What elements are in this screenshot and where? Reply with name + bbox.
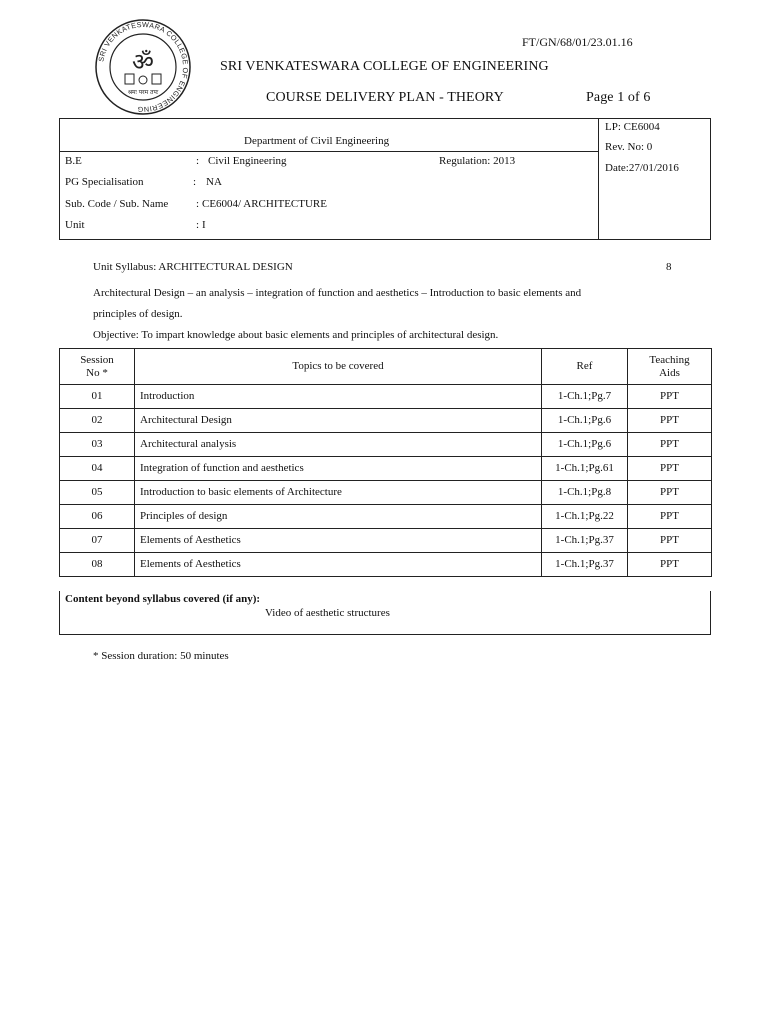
teaching-aid: PPT: [628, 457, 712, 481]
info-box-divider: [598, 118, 599, 240]
teaching-aid: PPT: [628, 529, 712, 553]
teaching-aid: PPT: [628, 433, 712, 457]
regulation: Regulation: 2013: [439, 155, 516, 167]
teaching-aid: PPT: [628, 481, 712, 505]
unit-label: Unit: [65, 219, 85, 231]
info-box-row-divider: [59, 151, 599, 152]
syllabus-objective: Objective: To impart knowledge about basic elements and principles of architectural design.: [93, 329, 499, 341]
session-no: 07: [60, 529, 135, 553]
unit-syllabus-title: Unit Syllabus: ARCHITECTURAL DESIGN: [93, 261, 293, 273]
pg-label: PG Specialisation: [65, 176, 144, 188]
teaching-aid: PPT: [628, 505, 712, 529]
be-value: Civil Engineering: [208, 155, 287, 167]
syllabus-description-line1: Architectural Design – an analysis – integration of function and aesthetics – Introduction to basic elements and: [93, 287, 582, 299]
content-beyond-label: Content beyond syllabus covered (if any):: [65, 593, 261, 605]
topic: Architectural Design: [135, 409, 542, 433]
subject-sep: :: [196, 198, 200, 210]
revision-number: Rev. No: 0: [605, 141, 653, 153]
header-topics: Topics to be covered: [135, 349, 542, 385]
topic: Principles of design: [135, 505, 542, 529]
table-row: [60, 481, 712, 505]
reference: 1-Ch.1;Pg.8: [542, 481, 628, 505]
topic: Integration of function and aesthetics: [135, 457, 542, 481]
syllabus-description-line2: principles of design.: [93, 308, 183, 320]
topic: Elements of Aesthetics: [135, 553, 542, 577]
session-no: 06: [60, 505, 135, 529]
topic: Introduction to basic elements of Architecture: [135, 481, 542, 505]
session-no: 03: [60, 433, 135, 457]
reference: 1-Ch.1;Pg.22: [542, 505, 628, 529]
subject-value: CE6004/ ARCHITECTURE: [202, 198, 327, 210]
reference: 1-Ch.1;Pg.6: [542, 433, 628, 457]
teaching-aid: PPT: [628, 553, 712, 577]
reference: 1-Ch.1;Pg.6: [542, 409, 628, 433]
lp-code: LP: CE6004: [605, 121, 660, 133]
reference: 1-Ch.1;Pg.7: [542, 385, 628, 409]
pg-sep: :: [193, 176, 197, 188]
session-no: 08: [60, 553, 135, 577]
department-name: Department of Civil Engineering: [244, 135, 390, 147]
be-sep: :: [196, 155, 200, 167]
reference: 1-Ch.1;Pg.37: [542, 529, 628, 553]
page-info: Page 1 of 6: [586, 90, 651, 105]
topic: Architectural analysis: [135, 433, 542, 457]
table-header-row: [60, 349, 712, 385]
svg-text:SRI VENKATESWARA COLLEGE OF EN: SRI VENKATESWARA COLLEGE OF ENGINEERING: [96, 19, 191, 115]
college-logo: [94, 18, 192, 116]
delivery-plan-table: [59, 348, 712, 577]
table-row: [60, 385, 712, 409]
teaching-aid: PPT: [628, 409, 712, 433]
header-teaching-aids: Teaching Aids: [628, 349, 712, 385]
topic: Elements of Aesthetics: [135, 529, 542, 553]
session-no: 02: [60, 409, 135, 433]
svg-text:श्रमः परम तपः: श्रमः परम तपः: [127, 89, 159, 96]
table-row: [60, 505, 712, 529]
table-row: [60, 457, 712, 481]
reference: 1-Ch.1;Pg.61: [542, 457, 628, 481]
session-no: 01: [60, 385, 135, 409]
topic: Introduction: [135, 385, 542, 409]
document-code: FT/GN/68/01/23.01.16: [522, 35, 633, 49]
table-row: [60, 553, 712, 577]
content-beyond-value: Video of aesthetic structures: [265, 607, 390, 619]
session-no: 04: [60, 457, 135, 481]
unit-hours: 8: [666, 261, 672, 273]
subject-label: Sub. Code / Sub. Name: [65, 198, 169, 210]
svg-text:ॐ: ॐ: [132, 48, 154, 76]
plan-title: COURSE DELIVERY PLAN - THEORY: [266, 90, 504, 105]
plan-date: Date:27/01/2016: [605, 162, 679, 174]
college-name: SRI VENKATESWARA COLLEGE OF ENGINEERING: [220, 59, 549, 74]
session-duration-note: * Session duration: 50 minutes: [93, 650, 229, 662]
be-label: B.E: [65, 155, 82, 167]
reference: 1-Ch.1;Pg.37: [542, 553, 628, 577]
header-session: Session No *: [60, 349, 135, 385]
header-ref: Ref: [542, 349, 628, 385]
table-row: [60, 433, 712, 457]
teaching-aid: PPT: [628, 385, 712, 409]
college-seal-icon: [94, 18, 192, 116]
pg-value: NA: [206, 176, 222, 188]
unit-sep: :: [196, 219, 200, 231]
table-row: [60, 409, 712, 433]
table-row: [60, 529, 712, 553]
session-no: 05: [60, 481, 135, 505]
unit-value: I: [202, 219, 206, 231]
